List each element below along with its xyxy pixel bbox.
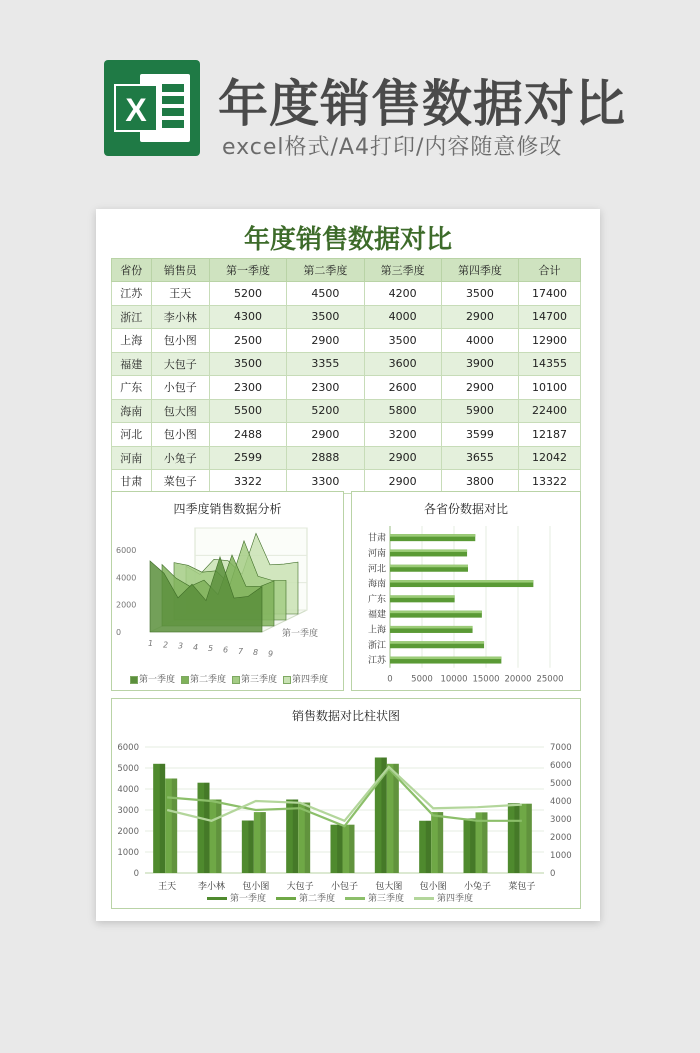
column-bar-shade [426, 821, 431, 873]
page-title: 年度销售数据对比 [218, 75, 626, 133]
category-label: 王天 [158, 882, 177, 892]
table-header-cell: 销售员 [151, 259, 209, 282]
legend-swatch [130, 676, 138, 684]
page-subtitle: excel格式/A4打印/内容随意修改 [222, 135, 563, 160]
legend-item [232, 672, 277, 685]
column-chart-panel [111, 698, 581, 909]
table-cell: 3500 [287, 305, 364, 329]
table-cell: 海南 [112, 399, 152, 423]
table-cell: 3500 [364, 329, 441, 353]
column-bar-shade [393, 764, 398, 873]
legend-swatch [207, 897, 227, 900]
province-bar-panel [351, 491, 581, 691]
column-bar-shade [260, 812, 265, 873]
column-bar-shade [172, 779, 177, 874]
table-cell: 5500 [209, 399, 286, 423]
x-tick-label: 4 [193, 642, 199, 652]
table-cell: 22400 [519, 399, 581, 423]
column-bar-shade [349, 825, 354, 873]
legend-item [345, 891, 404, 904]
province-bar-highlight [390, 534, 475, 537]
area-chart-panel [111, 491, 344, 691]
table-cell: 小兔子 [151, 446, 209, 470]
table-cell: 3300 [287, 470, 364, 494]
table-cell: 3500 [441, 282, 518, 306]
legend-swatch [276, 897, 296, 900]
province-bar-highlight [390, 611, 482, 614]
y-right-tick-label: 3000 [550, 815, 572, 825]
column-bar-shade [470, 818, 475, 873]
column-chart-title: 销售数据对比柱状图 [291, 709, 400, 723]
table-cell: 4300 [209, 305, 286, 329]
category-label: 包小图 [242, 882, 270, 892]
x-tick-label: 25000 [536, 674, 564, 685]
column-bar-shade [160, 764, 165, 873]
table-row [112, 446, 581, 470]
table-cell: 2599 [209, 446, 286, 470]
province-bar-highlight [390, 580, 533, 583]
province-bar-highlight [390, 657, 501, 660]
table-cell: 2888 [287, 446, 364, 470]
table-cell: 包小图 [151, 329, 209, 353]
x-tick-label: 1 [148, 639, 154, 648]
table-cell: 广东 [112, 376, 152, 400]
legend-label: 第二季度 [190, 675, 227, 685]
table-cell: 2900 [441, 305, 518, 329]
y-right-tick-label: 5000 [550, 779, 572, 789]
category-label: 甘肃 [367, 533, 386, 544]
y-left-tick-label: 3000 [117, 806, 139, 816]
legend-item [181, 672, 226, 685]
x-tick-label: 6 [223, 645, 229, 655]
table-cell: 10100 [519, 376, 581, 400]
table-cell: 江苏 [112, 282, 152, 306]
category-label: 海南 [367, 579, 386, 590]
x-tick-label: 10000 [440, 674, 468, 685]
document-page [96, 209, 600, 921]
table-header-row [112, 259, 581, 282]
table-cell: 上海 [112, 329, 152, 353]
x-tick-label: 3 [178, 641, 184, 651]
column-bar-shade [337, 825, 342, 873]
column-bar-shade [438, 812, 443, 873]
legend-label: 第一季度 [230, 894, 267, 904]
legend-label: 第一季度 [139, 675, 176, 685]
legend-label: 第四季度 [292, 675, 329, 685]
area-chart-title: 四季度销售数据分析 [173, 502, 282, 516]
y-tick-label: 2000 [116, 600, 137, 610]
table-row [112, 282, 581, 306]
table-cell: 4200 [364, 282, 441, 306]
y-right-tick-label: 7000 [550, 743, 572, 753]
legend-label: 第二季度 [299, 894, 336, 904]
category-label: 菜包子 [508, 882, 536, 892]
legend-item [414, 891, 473, 904]
table-cell: 12042 [519, 446, 581, 470]
province-bar-highlight [390, 565, 468, 568]
category-label: 大包子 [286, 882, 314, 892]
column-chart-legend [207, 891, 483, 904]
table-cell: 5200 [287, 399, 364, 423]
column-chart [112, 723, 580, 893]
table-cell: 4500 [287, 282, 364, 306]
y-left-tick-label: 2000 [117, 827, 139, 837]
column-bar-shade [216, 800, 221, 874]
y-left-tick-label: 1000 [117, 848, 139, 858]
table-cell: 2900 [287, 423, 364, 447]
table-cell: 2900 [287, 329, 364, 353]
category-label: 包大图 [375, 882, 403, 892]
table-row [112, 470, 581, 494]
table-cell: 17400 [519, 282, 581, 306]
table-row [112, 329, 581, 353]
table-row [112, 305, 581, 329]
table-header-cell: 第二季度 [287, 259, 364, 282]
legend-label: 第三季度 [368, 894, 405, 904]
legend-swatch [414, 897, 434, 900]
table-row [112, 399, 581, 423]
table-cell: 2900 [441, 376, 518, 400]
x-tick-label: 2 [163, 640, 169, 650]
table-cell: 13322 [519, 470, 581, 494]
y-left-tick-label: 4000 [117, 785, 139, 795]
legend-swatch [283, 676, 291, 684]
province-chart-title: 各省份数据对比 [423, 502, 508, 516]
table-body [112, 282, 581, 494]
table-cell: 3655 [441, 446, 518, 470]
category-label: 河北 [367, 564, 386, 575]
y-left-tick-label: 5000 [117, 764, 139, 774]
table-cell: 福建 [112, 352, 152, 376]
category-label: 小兔子 [463, 882, 492, 892]
category-label: 江苏 [367, 656, 386, 667]
table-cell: 5800 [364, 399, 441, 423]
category-label: 河南 [367, 548, 386, 559]
table-cell: 12187 [519, 423, 581, 447]
excel-x-icon: X [114, 84, 158, 132]
table-cell: 包小图 [151, 423, 209, 447]
column-bar-shade [248, 821, 253, 874]
legend-swatch [232, 676, 240, 684]
depth-axis-label: 第一季度 [282, 629, 319, 639]
x-tick-label: 15000 [472, 674, 500, 685]
table-cell: 3900 [441, 352, 518, 376]
y-left-tick-label: 0 [133, 869, 139, 879]
table-header-cell: 省份 [112, 259, 152, 282]
y-tick-label: 6000 [116, 546, 137, 555]
table-cell: 王天 [151, 282, 209, 306]
excel-logo [104, 60, 200, 156]
category-label: 福建 [367, 610, 386, 621]
table-cell: 2300 [287, 376, 364, 400]
table-row [112, 352, 581, 376]
sales-table [111, 258, 581, 494]
table-header-cell: 合计 [519, 259, 581, 282]
table-cell: 5200 [209, 282, 286, 306]
column-bar-shade [293, 800, 298, 874]
category-label: 浙江 [367, 640, 386, 651]
area-chart [112, 520, 343, 670]
table-cell: 河北 [112, 423, 152, 447]
table-cell: 2900 [364, 446, 441, 470]
table-row [112, 423, 581, 447]
table-cell: 包大图 [151, 399, 209, 423]
province-bar-highlight [390, 626, 473, 629]
area-chart-legend [130, 672, 334, 685]
category-label: 小包子 [330, 882, 359, 892]
table-cell: 2900 [364, 470, 441, 494]
table-cell: 浙江 [112, 305, 152, 329]
table-cell: 李小林 [151, 305, 209, 329]
table-cell: 3800 [441, 470, 518, 494]
y-tick-label: 4000 [116, 573, 137, 583]
document-title: 年度销售数据对比 [243, 225, 452, 255]
legend-swatch [181, 676, 189, 684]
table-cell: 3500 [209, 352, 286, 376]
y-right-tick-label: 4000 [550, 797, 572, 807]
x-tick-label: 0 [387, 674, 393, 685]
x-tick-label: 20000 [504, 674, 532, 685]
table-cell: 3200 [364, 423, 441, 447]
legend-item [130, 672, 175, 685]
legend-swatch [345, 897, 365, 900]
y-left-tick-label: 6000 [117, 743, 139, 753]
y-tick-label: 0 [116, 628, 122, 637]
province-bar-chart [352, 518, 580, 688]
province-bar-highlight [390, 595, 455, 598]
column-bar-shade [204, 783, 209, 873]
category-label: 李小林 [197, 882, 226, 892]
province-bar-highlight [390, 549, 467, 552]
category-label: 上海 [367, 625, 386, 636]
province-bar-highlight [390, 641, 484, 644]
table-cell: 14355 [519, 352, 581, 376]
column-bar-shade [526, 804, 531, 873]
y-right-tick-label: 2000 [550, 833, 572, 843]
table-cell: 3322 [209, 470, 286, 494]
legend-item [283, 672, 328, 685]
table-header-cell: 第四季度 [441, 259, 518, 282]
legend-item [276, 891, 335, 904]
table-cell: 5900 [441, 399, 518, 423]
y-right-tick-label: 1000 [550, 851, 572, 861]
legend-label: 第三季度 [241, 675, 278, 685]
table-cell: 2488 [209, 423, 286, 447]
table-cell: 4000 [441, 329, 518, 353]
legend-item [207, 891, 266, 904]
table-cell: 3600 [364, 352, 441, 376]
table-cell: 3355 [287, 352, 364, 376]
x-tick-label: 8 [253, 648, 259, 658]
table-header-cell: 第三季度 [364, 259, 441, 282]
y-right-tick-label: 0 [550, 869, 556, 879]
y-right-tick-label: 6000 [550, 761, 572, 771]
table-cell: 12900 [519, 329, 581, 353]
x-tick-label: 5000 [411, 674, 433, 685]
table-cell: 菜包子 [151, 470, 209, 494]
table-header-cell: 第一季度 [209, 259, 286, 282]
table-cell: 4000 [364, 305, 441, 329]
table-cell: 3599 [441, 423, 518, 447]
table-cell: 14700 [519, 305, 581, 329]
column-bar-shade [514, 803, 519, 873]
table-cell: 河南 [112, 446, 152, 470]
table-row [112, 376, 581, 400]
table-cell: 2600 [364, 376, 441, 400]
x-tick-label: 5 [208, 644, 214, 654]
category-label: 广东 [367, 594, 386, 605]
table-cell: 2500 [209, 329, 286, 353]
x-tick-label: 7 [238, 646, 244, 656]
category-label: 包小图 [419, 882, 447, 892]
table-cell: 小包子 [151, 376, 209, 400]
x-tick-label: 9 [268, 649, 274, 659]
legend-label: 第四季度 [437, 894, 474, 904]
table-cell: 2300 [209, 376, 286, 400]
table-cell: 甘肃 [112, 470, 152, 494]
table-cell: 大包子 [151, 352, 209, 376]
